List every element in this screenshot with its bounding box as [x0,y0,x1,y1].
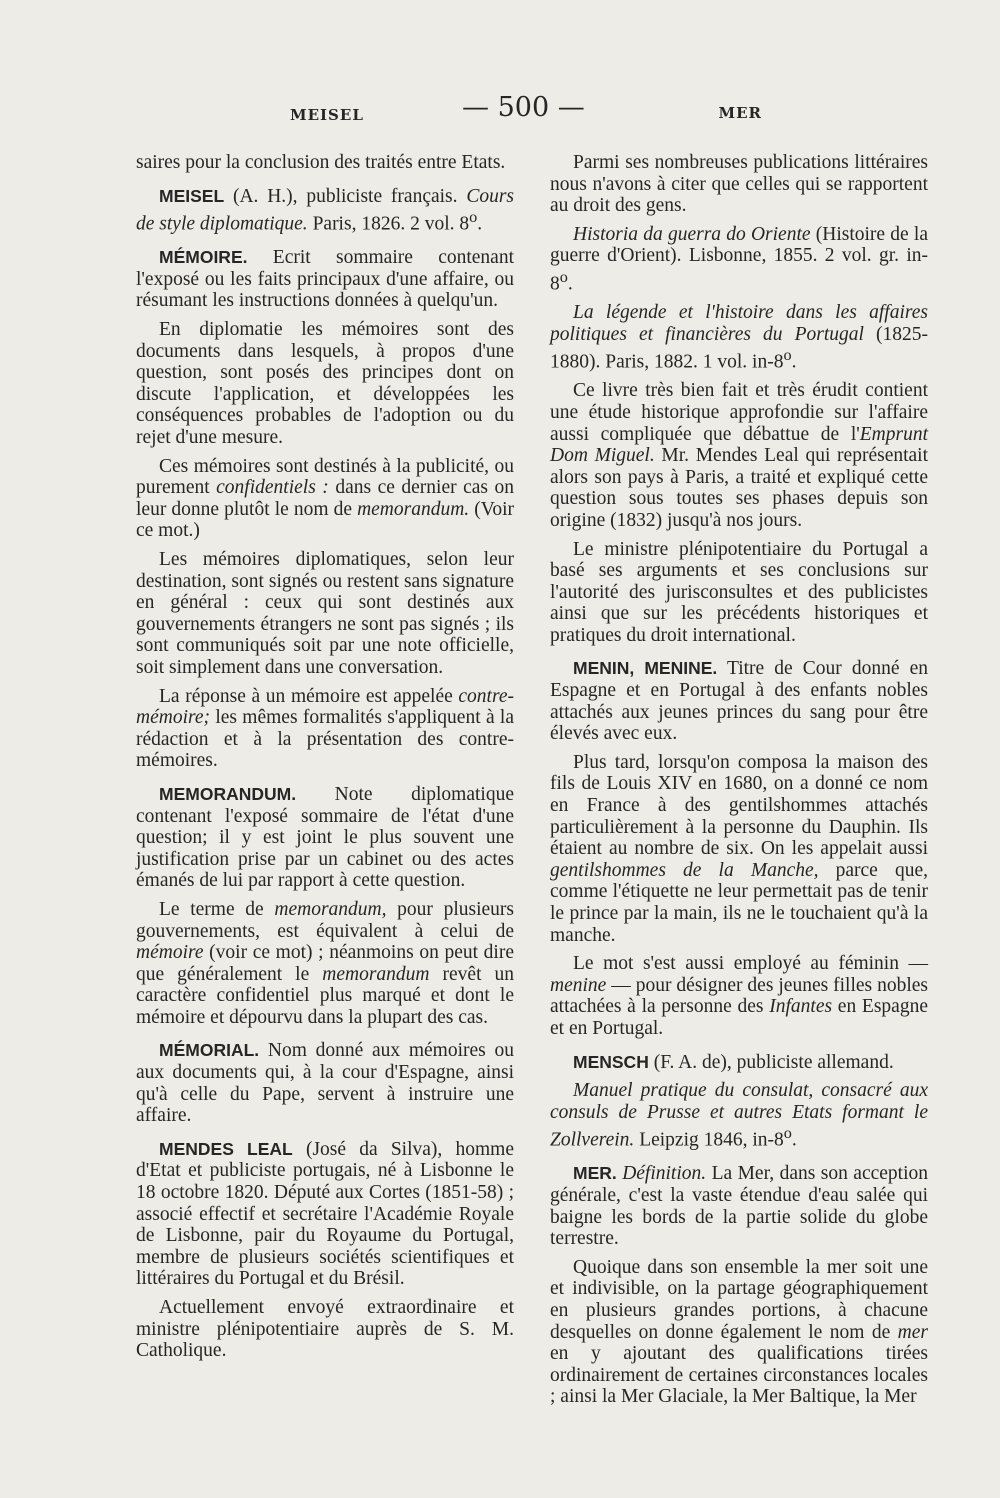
paragraph: Le ministre plénipotentiaire du Portugal a basé ses arguments et ses conclusions sur l'autorité des jurisconsultes et des publicistes ainsi que sur les précédents historiques et pratiques du droit international. [550,538,928,646]
paragraph: Ces mémoires sont destinés à la publicité, ou purement confidentiels : dans ce dernier cas on leur donne plutôt le nom de memorandum. (Voir ce mot.) [136,455,515,542]
paragraph: La réponse à un mémoire est appelée contre-mémoire; les mêmes formalités s'appliquent à la rédaction et à la présentation des contre-mémoires. [136,685,514,772]
paragraph: MER. Définition. La Mer, dans son acception générale, c'est la vaste étendue d'eau salée qui baigne les bords de la partie solide du globe terrestre. [550,1163,929,1250]
paragraph: MÉMORIAL. Nom donné aux mémoires ou aux documents qui, à la cour d'Espagne, ainsi qu'à celle du Pape, servent à instruire une affaire. [136,1040,514,1127]
paragraph: Historia da guerra do Oriente (Histoire de la guerre d'Orient). Lisbonne, 1855. 2 vol. gr. in-8$^o$. [550,223,928,295]
paragraph: La légende et l'histoire dans les affaires politiques et financières du Portugal (1825-1880). Paris, 1882. 1 vol. in-8$^o$. [550,302,928,373]
paragraph: Le terme de memorandum, pour plusieurs gouvernements, est équivalent à celui de mémoire (voir ce mot) ; néanmoins on peut dire que généralement le memorandum revêt un caractère confidentiel plus marqué et dont le mémoire et dépourvu dans la plupart des cas. [136,898,514,1028]
header-right: MER [718,104,762,122]
paragraph: MEMORANDUM. Note diplomatique contenant l'exposé sommaire de l'état d'une question; il y est joint le plus souvent une justification prise par un cabinet ou des actes émanés de lui par rapport à cette question. [136,783,514,892]
paragraph: MENDES LEAL (José da Silva), homme d'Etat et publiciste portugais, né à Lisbonne le 18 octobre 1820. Député aux Cortes (1851-58) ; associé effectif et secrétaire l'Académie Royale de Lisbonne, pair du Royaume du Portugal, membre de plusieurs sociétés scientifiques et littéraires du Portugal et du Brésil. [136,1138,514,1290]
paragraph: Ce livre très bien fait et très érudit contient une étude historique approfondie sur l'affaire aussi compliquée que débattue de l'Emprunt Dom Miguel. Mr. Mendes Leal qui représentait alors son pays à Paris, a traité et expliqué cette question sous toutes ses phases depuis son origine (1832) jusqu'à nos jours. [550,380,929,531]
paragraph: En diplomatie les mémoires sont des documents dans lesquels, à propos d'une question, sont posés des principes dont on discute l'application, et développées les conséquences probables de l'adoption ou du rejet d'une mesure. [136,319,514,449]
paragraph: Manuel pratique du consulat, consacré aux consuls de Prusse et autres Etats formant le Zollverein. Leipzig 1846, in-8$^o$. [550,1080,928,1151]
running-header [290,92,762,132]
paragraph: MENIN, MENINE. Titre de Cour donné en Espagne et en Portugal à des enfants nobles attachés aux jeunes princes du sang pour être élevés avec eux. [550,658,928,745]
paragraph: Parmi ses nombreuses publications littéraires nous n'avons à citer que celles qui se rapportent au droit des gens. [550,152,928,217]
paragraph: MENSCH (F. A. de), publiciste allemand. [573,1051,894,1073]
paragraph: Les mémoires diplomatiques, selon leur destination, sont signés ou restent sans signature en général : ceux qui sont destinés aux gouvernements étrangers ne sont pas signés ; ils sont communiqués soit par une note officielle, soit simplement dans une conversation. [136,549,514,678]
paragraph: saires pour la conclusion des traités entre Etats. [136,152,506,173]
paragraph: MEISEL (A. H.), publiciste français. Cours de style diplomatique. Paris, 1826. 2 vol. 8$^o$. [136,185,514,235]
paragraph: Quoique dans son ensemble la mer soit une et indivisible, on la partage géographiquement en plusieurs grandes portions, à chacune desquelles on donne également le nom de mer en y ajoutant des qualifications tirées ordinairement de certaines circonstances locales ; ainsi la Mer Glaciale, la Mer Baltique, la Mer [550,1256,928,1408]
paragraph: MÉMOIRE. Ecrit sommaire contenant l'exposé ou les faits principaux d'une affaire, ou résumant les instructions données à quelqu'un. [136,247,514,312]
right-column [550,152,928,1415]
page-number: — 500 — [462,92,585,123]
paragraph: Plus tard, lorsqu'on composa la maison des fils de Louis XIV en 1680, on a donné ce nom en France à des gentilshommes attachés particulièrement à la personne du Dauphin. Ils étaient au nombre de six. On les appelait aussi gentilshommes de la Manche, parce que, comme l'étiquette ne leur permettait pas de tenir le prince par la main, ils ne le touchaient qu'à la manche. [550,751,928,946]
paragraph: Actuellement envoyé extraordinaire et ministre plénipotentiaire auprès de S. M. Catholique. [136,1297,514,1362]
left-column [136,152,514,1369]
paragraph: Le mot s'est aussi employé au féminin — menine — pour désigner des jeunes filles nobles attachées à la personne des Infantes en Espagne et en Portugal. [550,953,928,1039]
header-left: MEISEL [290,106,364,124]
